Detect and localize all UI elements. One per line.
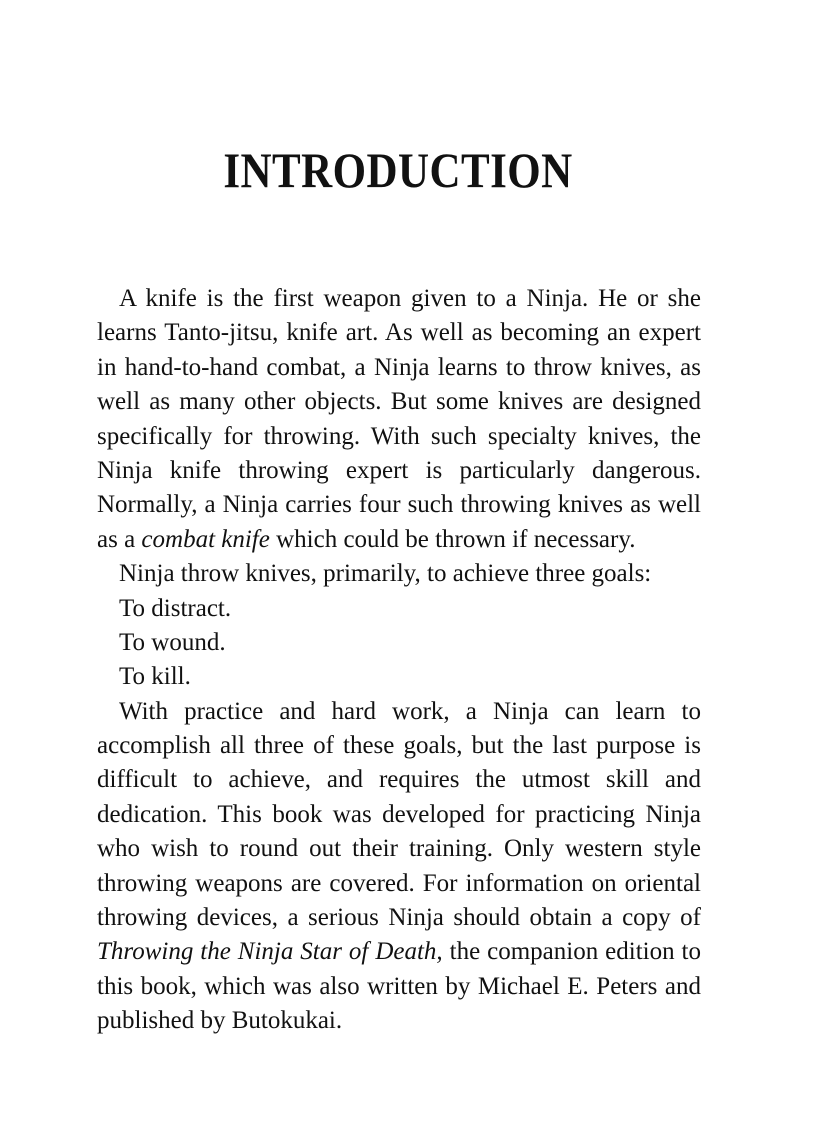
paragraph-2-line: With practice and hard work, a Ninja can learn to [119,697,701,725]
paragraph-1-last-prefix: as a [97,525,142,553]
paragraph-2-line: difficult to achieve, and requires the utmost skill and [97,766,701,794]
paragraph-1-last-suffix: which could be thrown if necessary. [269,525,636,553]
paragraph-1-line: Normally, a Ninja carries four such throwing knives as well [97,491,701,519]
paragraph-1-line: learns Tanto-jitsu, knife art. As well as becoming an expert [97,319,701,347]
paragraph-1-line: well as many other objects. But some knives are designed [97,388,701,416]
paragraph-2-line: throwing devices, a serious Ninja should obtain a copy of [97,904,701,932]
body-text [97,282,701,1039]
goal-item: To distract. [119,594,232,622]
paragraph-2-line: this book, which was also written by Michael E. Peters and [97,972,701,1000]
paragraph-2-last-line: published by Butokukai. [97,1007,343,1035]
paragraph-1-line: specifically for throwing. With such specialty knives, the [97,422,701,450]
paragraph-1-last-line [97,523,701,557]
paragraph-1-line: A knife is the first weapon given to a Ninja. He or she [119,285,701,312]
goal-item: To kill. [119,663,191,691]
paragraph-1-line: in hand-to-hand combat, a Ninja learns to throw knives, as [97,353,701,381]
paragraph-2-line: throwing weapons are covered. For information on oriental [97,869,701,897]
page-title: INTRODUCTION [223,142,573,198]
paragraph-2-line: who wish to round out their training. Only western style [97,835,701,863]
book-title: Throwing the Ninja Star of Death, [97,938,443,966]
book-line-suffix: the companion edition to [442,938,701,966]
paragraph-1-line: Ninja knife throwing expert is particularly dangerous. [97,456,701,484]
goals-intro: Ninja throw knives, primarily, to achieve three goals: [119,560,652,588]
goal-item: To wound. [119,628,226,656]
paragraph-2-line: dedication. This book was developed for practicing Ninja [97,800,701,828]
paragraph-2-line: accomplish all three of these goals, but the last purpose is [97,732,701,760]
paragraph-2-book-line [97,935,701,969]
combat-knife-emphasis: combat knife [141,525,270,553]
